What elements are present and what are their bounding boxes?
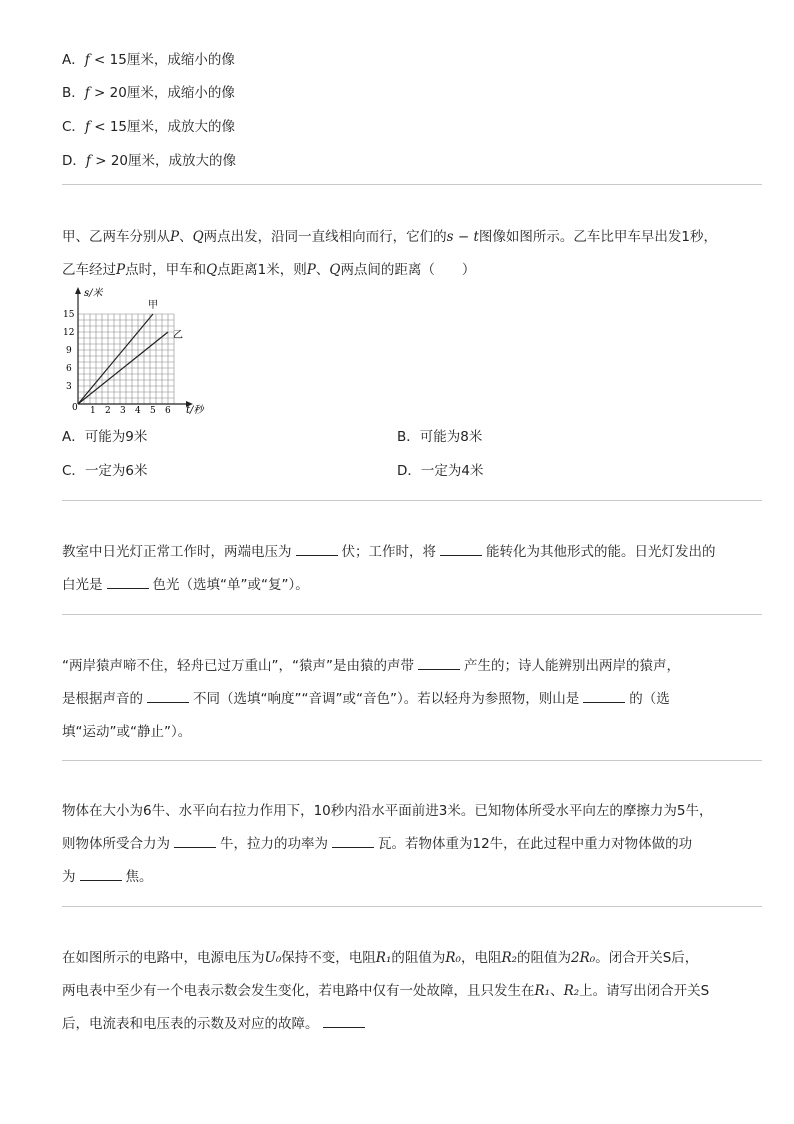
answer-blank[interactable]: [80, 866, 122, 881]
x-tick-3: 3: [120, 406, 126, 416]
divider: [62, 906, 762, 907]
x-tick-2: 2: [105, 406, 111, 416]
y-tick-15: 15: [63, 310, 75, 320]
x-axis-label: t/秒: [186, 405, 204, 416]
y-tick-12: 12: [63, 328, 75, 338]
line-yi-label: 乙: [173, 330, 183, 341]
q4-stem: “两岸猿声啼不住，轻舟已过万重山”，“猿声”是由猿的声带 产生的；诗人能辨别出两岸的猿声， 是根据声音的 不同（选填“响度”“音调”或“音色”）。若以轻舟为参照物，则山是 的（选 填“运动”或“静止”）。: [62, 650, 762, 749]
line-jia-label: 甲: [148, 300, 158, 311]
q3-stem: 教室中日光灯正常工作时，两端电压为 伏；工作时，将 能转化为其他形式的能。日光灯发出的 白光是 色光（选填“单”或“复”）。: [62, 536, 762, 602]
y-axis-arrow: [75, 287, 81, 294]
x-tick-6: 6: [165, 406, 171, 416]
q6-stem: 在如图所示的电路中，电源电压为U₀保持不变，电阻R₁的阻值为R₀，电阻R₂的阻值为2R₀。闭合开关S后， 两电表中至少有一个电表示数会发生变化，若电路中仅有一处故障，且只发生在R₁、R₂上。请写出闭合开关S 后，电流表和电压表的示数及对应的故障。: [62, 950, 710, 1032]
q2-option-b: B．可能为8米: [397, 429, 483, 445]
answer-blank[interactable]: [323, 1013, 365, 1028]
q2-stem: 甲、乙两车分别从P、Q两点出发，沿同一直线相向而行，它们的s − t图像如图所示。乙车比甲车早出发1秒， 乙车经过P点时，甲车和Q点距离1米，则P、Q两点间的距离（ ）: [62, 229, 718, 278]
x-tick-4: 4: [135, 406, 141, 416]
x-tick-5: 5: [150, 406, 156, 416]
answer-blank[interactable]: [332, 833, 374, 848]
q2-option-c: C．一定为6米: [62, 463, 148, 479]
origin-label: 0: [72, 403, 78, 413]
s-t-graph: [62, 282, 212, 418]
q1-option-b: B．f > 20厘米，成缩小的像: [62, 85, 235, 101]
answer-blank[interactable]: [440, 541, 482, 556]
answer-blank[interactable]: [418, 655, 460, 670]
answer-blank[interactable]: [107, 574, 149, 589]
q1-option-a: A．f < 15厘米，成缩小的像: [62, 52, 235, 68]
y-tick-6: 6: [66, 364, 72, 374]
line-jia: [78, 314, 153, 404]
q2-option-d: D．一定为4米: [397, 463, 484, 479]
q2-option-a: A．可能为9米: [62, 429, 148, 445]
q5-stem: 物体在大小为6牛、水平向右拉力作用下，10秒内沿水平面前进3米。已知物体所受水平向左的摩擦力为5牛， 则物体所受合力为 牛，拉力的功率为 瓦。若物体重为12牛，在此过程中重力对物体做的功 为 焦。: [62, 803, 713, 885]
y-axis-label: s/米: [84, 288, 103, 299]
divider: [62, 184, 762, 185]
q1-option-c: C．f < 15厘米，成放大的像: [62, 119, 236, 135]
answer-blank[interactable]: [174, 833, 216, 848]
divider: [62, 760, 762, 761]
divider: [62, 500, 762, 501]
divider: [62, 614, 762, 615]
y-tick-9: 9: [66, 346, 72, 356]
answer-blank[interactable]: [296, 541, 338, 556]
graph-grid: [78, 314, 174, 404]
x-tick-1: 1: [90, 406, 96, 416]
y-tick-3: 3: [66, 382, 72, 392]
answer-blank[interactable]: [583, 688, 625, 703]
answer-blank[interactable]: [147, 688, 189, 703]
q1-option-d: D．f > 20厘米，成放大的像: [62, 153, 236, 169]
